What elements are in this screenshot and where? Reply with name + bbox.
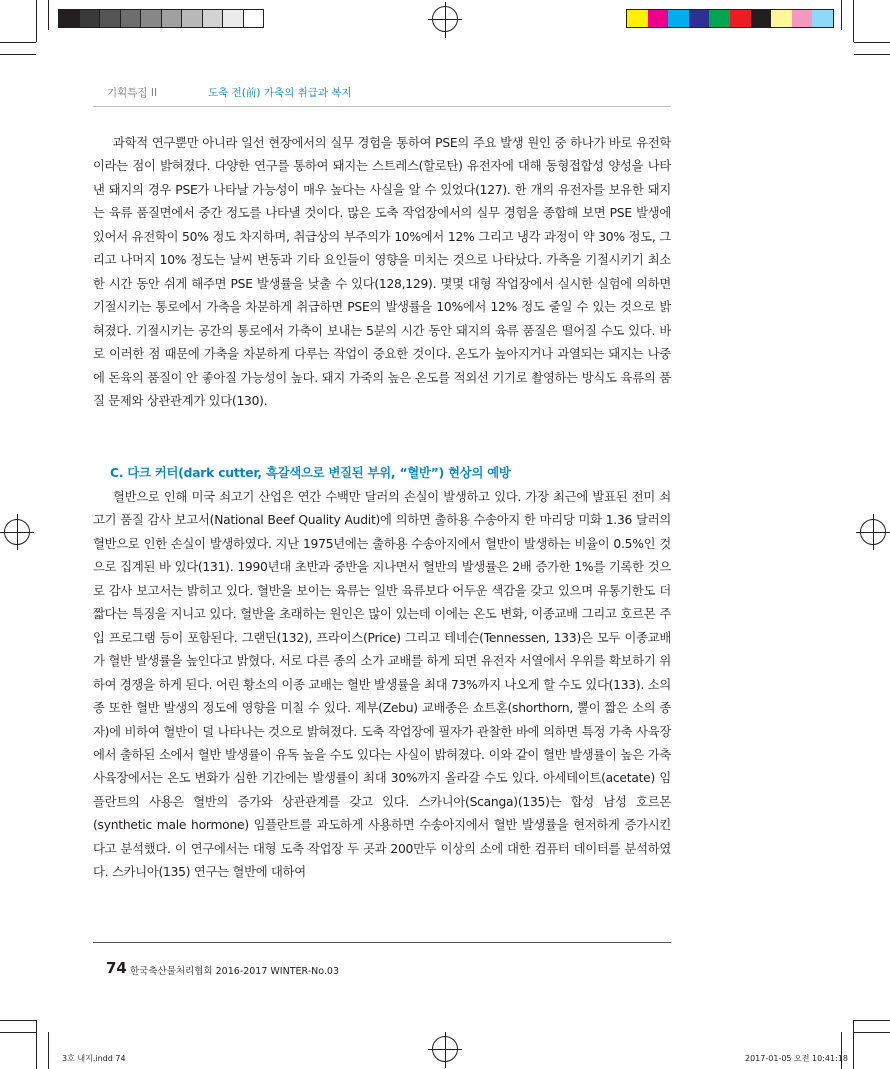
gray-swatch bbox=[141, 10, 162, 27]
color-swatch bbox=[771, 10, 792, 27]
header-divider bbox=[93, 106, 671, 107]
section-subheading: C. 다크 커터(dark cutter, 흑갈색으로 변질된 부위, “혈반”) 현상의 예방 bbox=[110, 466, 511, 480]
color-swatch bbox=[812, 10, 833, 27]
slug-timestamp: 2017-01-05 오전 10:41:18 bbox=[745, 1054, 848, 1063]
footer-divider bbox=[93, 942, 671, 943]
paragraph-text: 과학적 연구뿐만 아니라 일선 현장에서의 실무 경험을 통하여 PSE의 주요 발생 원인 중 하나가 바로 유전학이라는 점이 밝혀졌다. 다양한 연구를 통하여 돼지는 스트레스(할로탄) 유전자에 대해 동형접합성 양성을 나타낸 돼지의 경우 PSE가 나타날 가능성이 매우 높다는 사실을 알 수 있었다(127). 한 개의 유전자를 보유한 돼지는 육류 품질면에서 중간 정도를 나타낼 것이다. 많은 도축 작업장에서의 실무 경험을 종합해 보면 PSE 발생에 있어서 유전학이 50% 정도 차지하며, 취급상의 부주의가 10%에서 12% 그리고 냉각 과정이 약 30% 정도, 그리고 나머지 10% 정도는 날씨 변동과 기타 요인들이 영향을 미치는 것으로 나타났다. 가축을 기절시키기 최소 한 시간 동안 쉬게 해주면 PSE 발생률을 낮출 수 있다(128,129). 몇몇 대형 작업장에서 실시한 실험에 의하면 기절시키는 통로에서 가축을 차분하게 취급하면 PSE의 발생률을 10%에서 12% 정도 줄일 수 있는 것으로 밝혀졌다. 기절시키는 공간의 통로에서 가축이 보내는 5분의 시간 동안 돼지의 육류 품질은 떨어질 수도 있다. 바로 이러한 점 때문에 가축을 차분하게 다루는 작업이 중요한 것이다. 온도가 높아지거나 과열되는 돼지는 나중에 돈육의 품질이 안 좋아질 가능성이 높다. 돼지 가죽의 높은 온도를 적외선 기기로 촬영하는 방식도 육류의 품질 문제와 상관관계가 있다(130). bbox=[93, 136, 671, 408]
gray-swatch bbox=[182, 10, 203, 27]
body-paragraph-2 bbox=[93, 486, 671, 885]
color-swatch bbox=[668, 10, 689, 27]
body-paragraph-1 bbox=[93, 132, 671, 413]
registration-mark-right bbox=[856, 514, 890, 550]
running-header-title: 도축 전(前) 가축의 취급과 복지 bbox=[208, 87, 352, 99]
color-swatch bbox=[648, 10, 669, 27]
gray-swatch bbox=[100, 10, 121, 27]
color-swatch bbox=[751, 10, 772, 27]
gray-swatch bbox=[203, 10, 224, 27]
page-number: 74 bbox=[106, 959, 127, 977]
registration-mark-bottom bbox=[428, 1032, 462, 1068]
gray-swatch bbox=[244, 10, 264, 27]
gray-swatch bbox=[162, 10, 183, 27]
registration-mark-top bbox=[428, 2, 462, 38]
paragraph-text: 혈반으로 인해 미국 쇠고기 산업은 연간 수백만 달러의 손실이 발생하고 있다. 가장 최근에 발표된 전미 쇠고기 품질 감사 보고서(National Beef Quality Audit)에 의하면 출하용 수송아지 한 마리당 미화 1.36 달러의 혈반으로 인한 손실이 발생하였다. 지난 1975년에는 출하용 수송아지에서 혈반이 발생하는 비율이 0.5%인 것으로 집계된 바 있다(131). 1990년대 초반과 중반을 지나면서 혈반의 발생률은 2배 증가한 1%를 기록한 것으로 감사 보고서는 밝히고 있다. 혈반을 보이는 육류는 일반 육류보다 어두운 색감을 갖고 있으며 유통기한도 더 짧다는 특징을 지니고 있다. 혈반을 초래하는 원인은 많이 있는데 이에는 온도 변화, 이종교배 그리고 호르몬 주입 프로그램 등이 포함된다. 그랜딘(132), 프라이스(Price) 그리고 테네슨(Tennessen, 133)은 모두 이종교배가 혈반 발생률을 높인다고 밝혔다. 서로 다른 종의 소가 교배를 하게 되면 유전자 서열에서 우위를 확보하기 위하여 경쟁을 하게 된다. 어린 황소의 이종 교배는 혈반 발생률을 최대 73%까지 나오게 할 수도 있다(133). 소의 종 또한 혈반 발생의 정도에 영향을 미칠 수 있다. 제부(Zebu) 교배종은 쇼트혼(shorthorn, 뿔이 짧은 소의 종자)에 비하여 혈반이 덜 나타나는 것으로 밝혀졌다. 도축 작업장에 필자가 관찰한 바에 의하면 특정 가축 사육장에서 출하된 소에서 혈반 발생률이 유독 높을 수도 있다는 사실이 밝혀졌다. 이와 같이 혈반 발생률이 높은 가축 사육장에서는 온도 변화가 심한 기간에는 발생률이 최대 30%까지 올라갈 수도 있다. 아세테이트(acetate) 임플란트의 사용은 혈반의 증가와 상관관계를 갖고 있다. 스카니아(Scanga)(135)는 합성 남성 호르몬(synthetic male hormone) 임플란트를 과도하게 사용하면 수송아지에서 혈반 발생률을 현저하게 증가시킨다고 분석했다. 이 연구에서는 대형 도축 작업장 두 곳과 200만두 이상의 소에 대한 컴퓨터 데이터를 분석하였다. 스카니아(135) 연구는 혈반에 대하여 bbox=[93, 490, 671, 880]
registration-mark-left bbox=[0, 514, 34, 550]
gray-calibration-bar bbox=[58, 9, 264, 28]
running-header-section: 기획특집 II bbox=[107, 87, 158, 99]
gray-swatch bbox=[59, 10, 80, 27]
color-swatch bbox=[730, 10, 751, 27]
publication-info: 한국축산물처리협회 2016-2017 WINTER-No.03 bbox=[130, 966, 340, 977]
gray-swatch bbox=[223, 10, 244, 27]
gray-swatch bbox=[80, 10, 101, 27]
color-swatch bbox=[627, 10, 648, 27]
color-calibration-bar bbox=[626, 9, 834, 28]
color-swatch bbox=[689, 10, 710, 27]
slug-file-info: 3호 내지.indd 74 bbox=[62, 1054, 126, 1063]
color-swatch bbox=[709, 10, 730, 27]
gray-swatch bbox=[121, 10, 142, 27]
color-swatch bbox=[792, 10, 813, 27]
